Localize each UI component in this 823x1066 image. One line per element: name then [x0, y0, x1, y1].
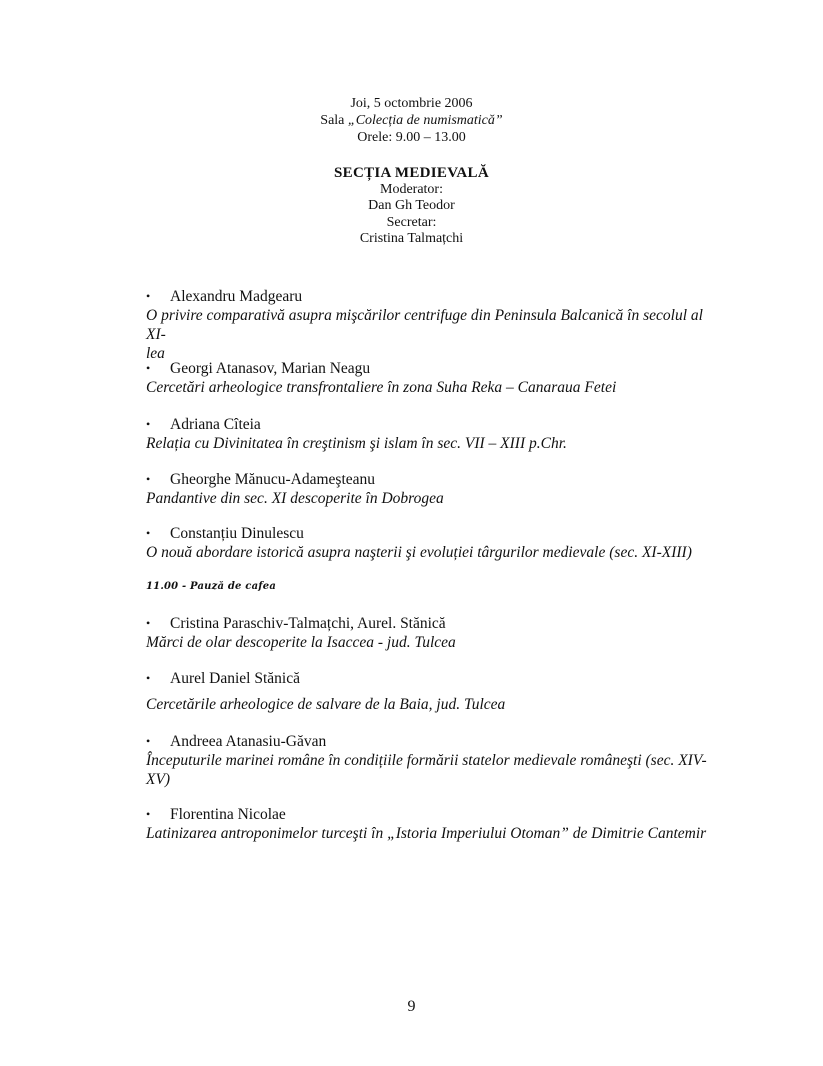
moderator-label: Moderator:	[380, 181, 443, 197]
list-item	[146, 805, 716, 843]
bullet-icon: •	[146, 417, 151, 431]
entry-author	[146, 669, 716, 688]
entry-title-continued: lea	[146, 345, 165, 362]
moderator-name: Dan Gh Teodor	[368, 198, 455, 213]
author-name: Gheorghe Mănucu-Adameşteanu	[170, 471, 376, 488]
author-name: Florentina Nicolae	[170, 806, 286, 823]
list-item	[146, 359, 716, 397]
list-item	[146, 614, 716, 652]
entry-title: Pandantive din sec. XI descoperite în Dobrogea	[146, 490, 444, 507]
list-item	[146, 415, 716, 453]
section-block	[0, 165, 823, 248]
coffee-break-note: 11.00 - Pauză de cafea	[146, 581, 277, 592]
bullet-icon: •	[146, 472, 151, 486]
entry-title: Cercetările arheologice de salvare de la Baia, jud. Tulcea	[146, 696, 506, 713]
entry-title: Cercetări arheologice transfrontaliere în zona Suha Reka – Canaraua Fetei	[146, 379, 617, 396]
author-name: Alexandru Madgearu	[170, 288, 303, 305]
list-item	[146, 524, 716, 562]
author-name: Andreea Atanasiu-Găvan	[170, 733, 327, 750]
secretary-name: Cristina Talmațchi	[359, 231, 464, 246]
entry-author	[146, 470, 716, 489]
bullet-icon: •	[146, 734, 151, 748]
entry-title: O privire comparativă asupra mişcărilor centrifuge din Peninsula Balcanică în secolul al XI-	[146, 307, 703, 343]
entry-author	[146, 359, 716, 378]
list-item	[146, 287, 716, 363]
author-name: Adriana Cîteia	[170, 416, 261, 433]
bullet-icon: •	[146, 807, 151, 821]
page-number: 9	[407, 998, 416, 1015]
bullet-icon: •	[146, 616, 151, 630]
session-header	[0, 95, 823, 146]
entry-title-continued: XV)	[146, 771, 171, 788]
entry-title: Începuturile marinei române în condițiile formării statelor medievale româneşti (sec. XIV-	[146, 752, 707, 769]
entry-author	[146, 805, 716, 824]
entry-title: Latinizarea antroponimelor turceşti în „Istoria Imperiului Otoman” de Dimitrie Cantemir	[146, 825, 707, 842]
author-name: Aurel Daniel Stănică	[170, 670, 300, 687]
entry-title: O nouă abordare istorică asupra naşterii şi evoluției târgurilor medievale (sec. XI-XIII)	[146, 544, 692, 561]
list-item	[146, 732, 716, 789]
session-room	[0, 112, 823, 129]
author-name: Cristina Paraschiv-Talmațchi, Aurel. Stănică	[170, 615, 446, 632]
list-item	[146, 669, 716, 714]
secretary-label: Secretar:	[386, 214, 437, 230]
entry-author	[146, 287, 716, 306]
section-title: SECȚIA MEDIEVALĂ	[334, 165, 489, 181]
room-prefix: Sala	[320, 113, 348, 128]
list-item	[146, 470, 716, 508]
session-date: Joi, 5 octombrie 2006	[350, 96, 473, 111]
bullet-icon: •	[146, 526, 151, 540]
author-name: Constanțiu Dinulescu	[170, 525, 304, 542]
entry-author	[146, 415, 716, 434]
entry-title: Relația cu Divinitatea în creştinism şi islam în sec. VII – XIII p.Chr.	[146, 435, 567, 452]
entry-author	[146, 524, 716, 543]
bullet-icon: •	[146, 361, 151, 375]
bullet-icon: •	[146, 671, 151, 685]
entry-title: Mărci de olar descoperite la Isaccea - jud. Tulcea	[146, 634, 456, 651]
author-name: Georgi Atanasov, Marian Neagu	[170, 360, 371, 377]
entry-author	[146, 614, 716, 633]
room-name: „Colecția de numismatică”	[347, 113, 503, 128]
entry-author	[146, 732, 716, 751]
session-hours: Orele: 9.00 – 13.00	[357, 130, 466, 145]
bullet-icon: •	[146, 289, 151, 303]
